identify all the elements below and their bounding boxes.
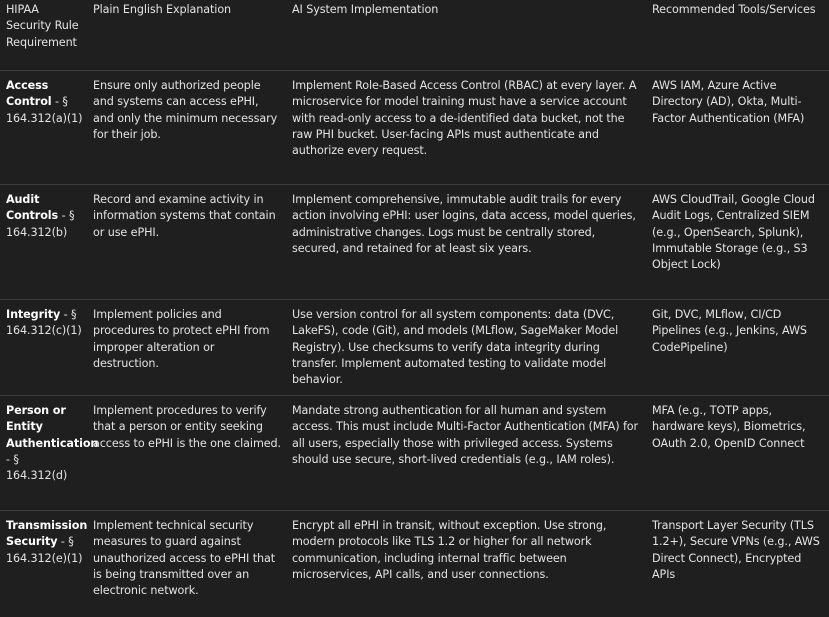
requirement-name: Audit Controls: [6, 193, 59, 223]
requirement-name: Transmission Security: [6, 519, 88, 549]
requirement-name: Integrity: [6, 308, 61, 321]
requirement-section: - § 164.312(c)(1): [6, 308, 82, 338]
implementation-cell: Implement Role-Based Access Control (RBAC) at every layer. A microservice for model training must have a service account with read-only access to a de-identified data bucket, not the raw PHI bucket. User-facing APIs must authenticate and authorize every request.: [292, 79, 637, 158]
requirement-cell: [0, 78, 87, 184]
requirement-section: - § 164.312(d): [6, 452, 68, 483]
tools-cell: MFA (e.g., TOTP apps, hardware keys), Biometrics, OAuth 2.0, OpenID Connect: [652, 404, 806, 450]
explanation-cell: Implement policies and procedures to protect ePHI from improper alteration or destruction.: [93, 308, 270, 370]
explanation-cell: Implement technical security measures to guard against unauthorized access to ePHI that is being transmitted over an electronic network.: [93, 519, 276, 598]
implementation-cell: Mandate strong authentication for all human and system access. This must include Multi-Factor Authentication (MFA) for all users, especially those with privileged access. Systems should use secure, short-lived credentials (e.g., IAM roles).: [292, 404, 639, 466]
table-row: [0, 299, 829, 395]
implementation-cell: Use version control for all system components: data (DVC, LakeFS), code (Git), and models (MLflow, SageMaker Model Registry). Use checksums to verify data integrity during transfer. Implement automated testing to validate model behavior.: [292, 308, 619, 387]
requirement-section: - § 164.312(b): [6, 209, 75, 239]
requirement-cell: [0, 403, 99, 510]
implementation-cell: Implement comprehensive, immutable audit trails for every action involving ePHI: user logins, data access, model queries, administrative changes. Logs must be centrally stored, secured, and retained for at least six years.: [292, 193, 636, 255]
header-explanation: Plain English Explanation: [93, 3, 232, 16]
table-header-row: [0, 0, 829, 70]
tools-cell: AWS IAM, Azure Active Directory (AD), Okta, Multi-Factor Authentication (MFA): [652, 79, 805, 125]
requirement-name: Access Control: [6, 79, 52, 109]
table-row: [0, 70, 829, 184]
table-row: [0, 184, 829, 299]
explanation-cell: Implement procedures to verify that a person or entity seeking access to ePHI is the one claimed.: [93, 404, 281, 450]
tools-cell: Transport Layer Security (TLS 1.2+), Secure VPNs (e.g., AWS Direct Connect), Encrypted APIs: [652, 519, 820, 581]
table-row: [0, 510, 829, 617]
requirement-name: Person or Entity Authentication: [6, 404, 99, 450]
explanation-cell: Ensure only authorized people and systems can access ePHI, and only the minimum necessary for their job.: [93, 79, 278, 141]
requirement-section: - § 164.312(e)(1): [6, 535, 83, 565]
implementation-cell: Encrypt all ePHI in transit, without exception. Use strong, modern protocols like TLS 1.2 or higher for all network communication, including internal traffic between microservices, API calls, and user connections.: [292, 519, 607, 581]
requirement-cell: [0, 518, 87, 617]
requirement-cell: [0, 192, 87, 299]
requirement-section: - § 164.312(a)(1): [6, 95, 83, 125]
header-requirement: HIPAA Security Rule Requirement: [6, 3, 79, 49]
tools-cell: Git, DVC, MLflow, CI/CD Pipelines (e.g., Jenkins, AWS CodePipeline): [652, 308, 807, 354]
table-row: [0, 395, 829, 510]
header-implementation: AI System Implementation: [292, 3, 439, 16]
tools-cell: AWS CloudTrail, Google Cloud Audit Logs, Centralized SIEM (e.g., OpenSearch, Splunk), Immutable Storage (e.g., S3 Object Lock): [652, 193, 815, 272]
explanation-cell: Record and examine activity in information systems that contain or use ePHI.: [93, 193, 276, 239]
requirement-cell: [0, 307, 87, 395]
header-tools: Recommended Tools/Services: [652, 3, 816, 16]
